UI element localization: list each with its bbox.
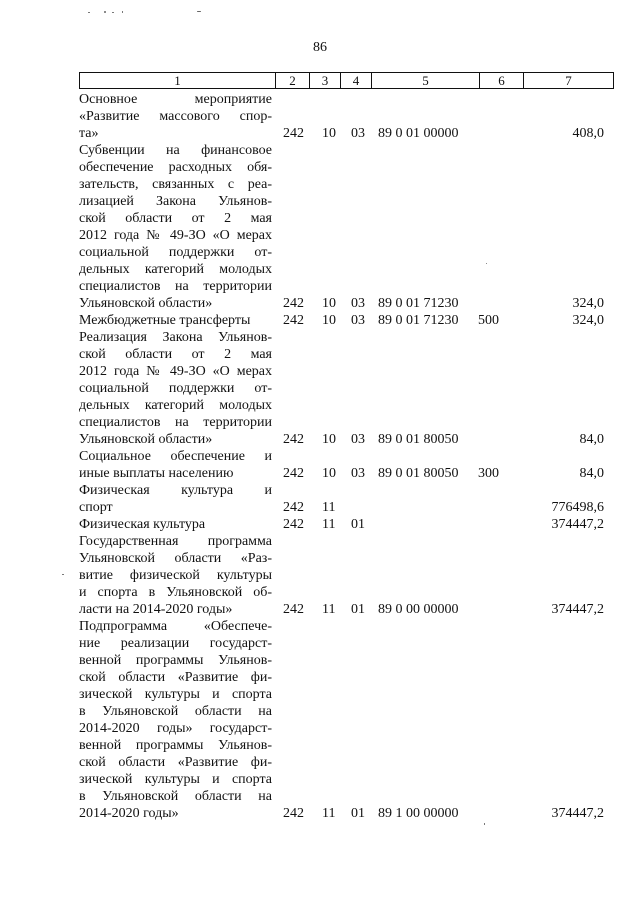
table-row (79, 329, 614, 448)
cell-col-5: 89 0 01 00000 (378, 126, 459, 141)
cell-col-3: 11 (322, 806, 336, 821)
description-line: Субвенции на финансовое (79, 143, 272, 158)
description-line: Ульяновской области» (79, 296, 213, 311)
description-line: Социальное обеспечение и (79, 449, 272, 464)
table-row (79, 516, 614, 533)
row-description (79, 91, 272, 142)
cell-col-3: 10 (322, 296, 336, 311)
cell-col-3: 10 (322, 466, 336, 481)
description-line: лизацией Закона Ульянов- (79, 194, 272, 209)
description-line: спорт (79, 500, 113, 515)
cell-col-5: 89 0 01 80050 (378, 432, 459, 447)
description-line: в Ульяновской области на (79, 704, 272, 719)
cell-col-2: 242 (283, 517, 304, 532)
cell-col-2: 242 (283, 313, 304, 328)
cell-col-4: 03 (351, 296, 365, 311)
description-line: Подпрограмма «Обеспече- (79, 619, 272, 634)
row-description (79, 533, 272, 618)
cell-col-2: 242 (283, 806, 304, 821)
description-line: венной программы Ульянов- (79, 738, 272, 753)
description-line: 2012 года № 49-ЗО «О мерах (79, 228, 272, 243)
description-line: Ульяновской области» (79, 432, 213, 447)
row-description (79, 516, 272, 533)
description-line: зической культуры и спорта (79, 687, 272, 702)
row-description (79, 329, 272, 448)
cell-col-3: 11 (322, 517, 336, 532)
cell-col-3: 11 (322, 500, 336, 515)
cell-col-5: 89 0 01 71230 (378, 313, 459, 328)
table-row (79, 482, 614, 516)
table-row (79, 618, 614, 822)
cell-col-2: 242 (283, 466, 304, 481)
cell-col-7: 408,0 (572, 126, 604, 141)
scan-speck (104, 11, 106, 13)
column-header-6: 6 (480, 73, 524, 88)
table-row (79, 312, 614, 329)
cell-col-3: 10 (322, 126, 336, 141)
description-line: дельных категорий молодых (79, 398, 272, 413)
column-header-3: 3 (310, 73, 341, 88)
cell-col-4: 03 (351, 466, 365, 481)
scan-speck (112, 12, 114, 13)
description-line: социальной поддержки от- (79, 245, 272, 260)
table-row (79, 91, 614, 142)
description-line: социальной поддержки от- (79, 381, 272, 396)
cell-col-7: 374447,2 (551, 517, 604, 532)
cell-col-3: 10 (322, 432, 336, 447)
description-line: Государственная программа (79, 534, 272, 549)
description-line: 2012 года № 49-ЗО «О мерах (79, 364, 272, 379)
scan-speck (62, 574, 64, 575)
cell-col-7: 776498,6 (551, 500, 604, 515)
table-row (79, 533, 614, 618)
description-line: 2014-2020 годы» государст- (79, 721, 272, 736)
cell-col-7: 374447,2 (551, 602, 604, 617)
description-line: та» (79, 126, 99, 141)
cell-col-5: 89 0 01 80050 (378, 466, 459, 481)
cell-col-2: 242 (283, 126, 304, 141)
description-line: ласти на 2014-2020 годы» (79, 602, 233, 617)
cell-col-4: 03 (351, 432, 365, 447)
cell-col-3: 10 (322, 313, 336, 328)
cell-col-5: 89 0 00 00000 (378, 602, 459, 617)
description-line: Межбюджетные трансферты (79, 313, 251, 328)
page-number: 86 (313, 40, 327, 55)
description-line: венной программы Ульянов- (79, 653, 272, 668)
description-line: специалистов на территории (79, 415, 272, 430)
description-line: ской области от 2 мая (79, 347, 272, 362)
description-line: Реализация Закона Ульянов- (79, 330, 272, 345)
row-description (79, 482, 272, 516)
description-line: ской области от 2 мая (79, 211, 272, 226)
cell-col-7: 324,0 (572, 313, 604, 328)
description-line: иные выплаты населению (79, 466, 234, 481)
cell-col-7: 324,0 (572, 296, 604, 311)
cell-col-3: 11 (322, 602, 336, 617)
cell-col-4: 01 (351, 602, 365, 617)
description-line: специалистов на территории (79, 279, 272, 294)
cell-col-7: 84,0 (579, 466, 604, 481)
cell-col-5: 89 0 01 71230 (378, 296, 459, 311)
table-row (79, 142, 614, 312)
description-line: и спорта в Ульяновской об- (79, 585, 272, 600)
cell-col-2: 242 (283, 296, 304, 311)
description-line: ние реализации государст- (79, 636, 272, 651)
description-line: ской области «Развитие фи- (79, 755, 272, 770)
cell-col-5: 89 1 00 00000 (378, 806, 459, 821)
cell-col-4: 01 (351, 517, 365, 532)
column-header-2: 2 (276, 73, 310, 88)
column-header-7: 7 (565, 73, 572, 88)
description-line: Ульяновской области «Раз- (79, 551, 272, 566)
column-header-4: 4 (341, 73, 372, 88)
row-description (79, 448, 272, 482)
scan-speck (484, 823, 485, 825)
scan-speck (486, 263, 487, 264)
row-description (79, 142, 272, 312)
cell-col-4: 03 (351, 313, 365, 328)
cell-col-7: 374447,2 (551, 806, 604, 821)
description-line: зательств, связанных с реа- (79, 177, 272, 192)
cell-col-6: 300 (478, 466, 499, 481)
description-line: 2014-2020 годы» (79, 806, 179, 821)
cell-col-2: 242 (283, 432, 304, 447)
description-line: Физическая культура (79, 517, 206, 532)
scan-speck (197, 11, 201, 12)
scan-speck (88, 12, 90, 13)
description-line: в Ульяновской области на (79, 789, 272, 804)
description-line: «Развитие массового спор- (79, 109, 272, 124)
cell-col-4: 01 (351, 806, 365, 821)
description-line: Физическая культура и (79, 483, 272, 498)
description-line: ской области «Развитие фи- (79, 670, 272, 685)
table-row (79, 448, 614, 482)
cell-col-2: 242 (283, 500, 304, 515)
column-header-5: 5 (372, 73, 480, 88)
table-header (79, 72, 614, 89)
column-header-1: 1 (80, 73, 276, 88)
cell-col-4: 03 (351, 126, 365, 141)
cell-col-2: 242 (283, 602, 304, 617)
description-line: обеспечение расходных обя- (79, 160, 272, 175)
scan-speck (122, 11, 123, 13)
row-description (79, 618, 272, 822)
description-line: Основное мероприятие (79, 92, 272, 107)
description-line: витие физической культуры (79, 568, 272, 583)
cell-col-6: 500 (478, 313, 499, 328)
cell-col-7: 84,0 (579, 432, 604, 447)
description-line: зической культуры и спорта (79, 772, 272, 787)
row-description (79, 312, 272, 329)
description-line: дельных категорий молодых (79, 262, 272, 277)
